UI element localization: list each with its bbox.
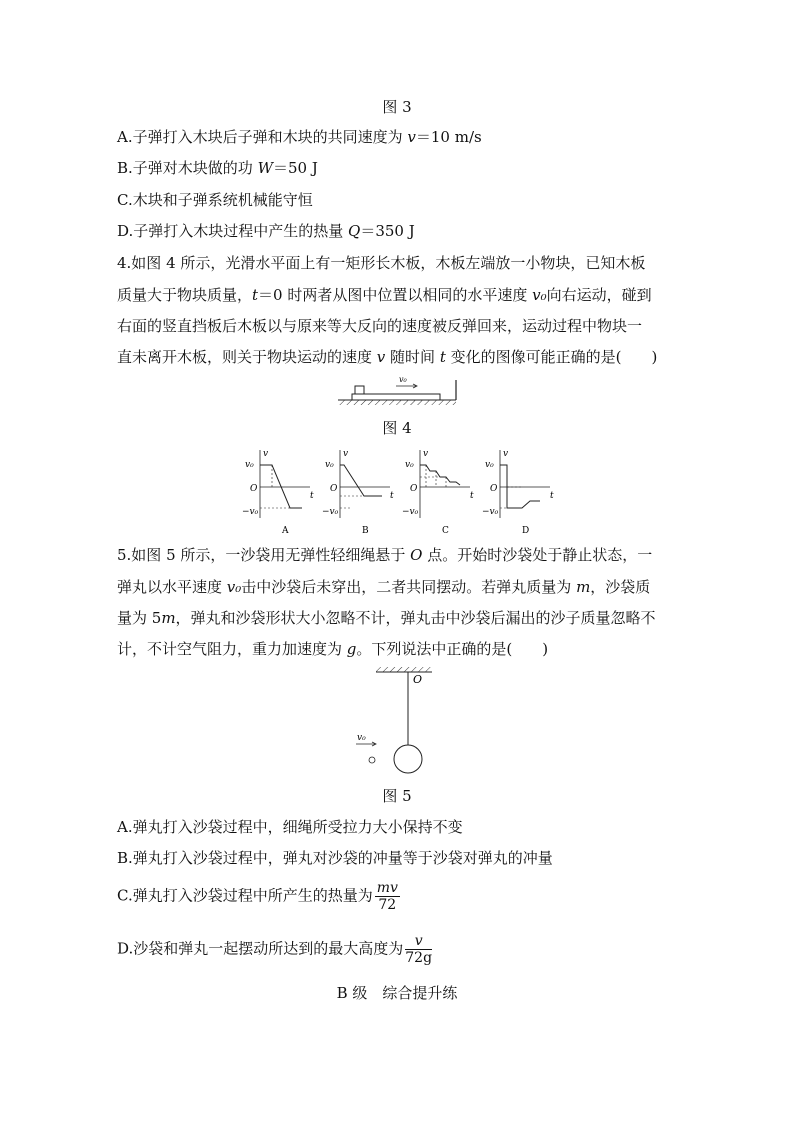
label-a: A: [282, 526, 289, 536]
text: 计，不计空气阻力，重力加速度为: [117, 640, 347, 658]
ground-hatch: [338, 400, 456, 405]
curve: [500, 465, 540, 508]
v0-tick: v₀: [485, 460, 494, 470]
text: 5.如图 5 所示，一沙袋用无弹性轻细绳悬于: [117, 546, 411, 564]
section-title: B 级 综合提升练: [336, 984, 458, 1002]
bullet: [369, 757, 375, 763]
option-text: A.子弹打入木块后子弹和木块的共同速度为: [117, 128, 408, 146]
value: ＝10 m/s: [415, 128, 482, 146]
q5-line-2: [117, 577, 650, 597]
text: 变化的图像可能正确的是( ): [445, 348, 658, 366]
graph-d: [482, 449, 554, 536]
v0-tick: v₀: [405, 460, 414, 470]
v0-label: v₀: [357, 733, 366, 743]
q5-option-b: B.弹丸打入沙袋过程中，弹丸对沙袋的冲量等于沙袋对弹丸的冲量: [117, 849, 553, 867]
option-text: C.弹丸打入沙袋过程中所产生的热量为: [117, 886, 373, 905]
numerator: v: [405, 933, 432, 950]
text: 弹丸以水平速度: [117, 578, 227, 596]
q5-line-3: [117, 608, 656, 628]
graph-b: [322, 449, 394, 536]
numerator: mv: [376, 880, 398, 896]
denominator: 72g: [405, 950, 433, 966]
q5-option-a: A.弹丸打入沙袋过程中，细绳所受拉力大小保持不变: [117, 818, 463, 836]
q5-line-1: [117, 545, 652, 565]
neg-v0-tick: −v₀: [482, 507, 499, 517]
text: ＝0 时两者从图中位置以相同的水平速度: [258, 286, 533, 304]
var-v0: v₀: [226, 578, 242, 596]
figure-4-caption: 图 4: [382, 419, 412, 437]
text: 质量大于物块质量，: [117, 286, 253, 304]
var-m: m: [576, 578, 591, 596]
q3-option-d: [117, 221, 415, 241]
var-m: m: [161, 609, 176, 627]
label-b: B: [362, 526, 369, 536]
sandbag: [394, 745, 422, 773]
origin-label: O: [410, 484, 418, 494]
label-c: C: [442, 526, 449, 536]
vt-graphs: [240, 446, 560, 538]
origin-label: O: [330, 484, 338, 494]
t-label: t: [470, 491, 474, 501]
fraction: [405, 933, 432, 966]
origin-label: O: [490, 484, 498, 494]
neg-v0-tick: −v₀: [242, 507, 259, 517]
q5-line-4: [117, 639, 548, 659]
pivot-o-label: O: [413, 673, 423, 686]
text: 向右运动，碰到: [546, 286, 652, 304]
small-block: [355, 386, 364, 394]
value: ＝350 J: [360, 222, 415, 240]
q4-line-1: 4.如图 4 所示，光滑水平面上有一矩形长木板，木板左端放一小物块，已知木板: [117, 254, 646, 272]
var-o: O: [410, 546, 423, 564]
text: 直未离开木板，则关于物块运动的速度: [117, 348, 377, 366]
var-v: v: [376, 348, 386, 366]
q4-line-2: [117, 285, 652, 305]
graph-c: [402, 449, 474, 536]
figure-3-caption: 图 3: [382, 98, 412, 116]
option-text: D.沙袋和弹丸一起摆动所达到的最大高度为: [117, 939, 404, 958]
figure-5-diagram: [340, 665, 460, 777]
var-t: t: [439, 348, 446, 366]
var-w: W: [257, 159, 273, 177]
var-v0: v₀: [532, 286, 547, 304]
value: ＝50 J: [272, 159, 318, 177]
figure-5-caption: 图 5: [382, 787, 412, 805]
board: [352, 394, 440, 400]
v-label: v: [503, 449, 509, 459]
neg-v0-tick: −v₀: [322, 507, 339, 517]
text: 点。开始时沙袋处于静止状态，一: [422, 546, 653, 564]
text: ，沙袋质: [590, 578, 651, 596]
var-g: g: [346, 640, 357, 658]
q3-option-c: C.木块和子弹系统机械能守恒: [117, 191, 313, 209]
label-d: D: [522, 526, 530, 536]
option-text: D.子弹打入木块过程中产生的热量: [117, 222, 349, 240]
curve: [340, 465, 382, 496]
text: 击中沙袋后未穿出，二者共同摆动。若弹丸质量为: [241, 578, 577, 596]
q5-option-d: [117, 933, 432, 966]
var-q: Q: [348, 222, 361, 240]
text: ，弹丸和沙袋形状大小忽略不计，弹丸击中沙袋后漏出的沙子质量忽略不: [175, 609, 656, 627]
v0-label: v₀: [399, 375, 407, 384]
var-v: v: [407, 128, 416, 146]
graph-a: [242, 449, 314, 536]
origin-label: O: [250, 484, 258, 494]
t-label: t: [390, 491, 394, 501]
ceiling-hatch: [376, 667, 432, 672]
neg-v0-tick: −v₀: [402, 507, 419, 517]
t-label: t: [310, 491, 314, 501]
figure-4-diagram: [330, 372, 470, 408]
q4-line-3: 右面的竖直挡板后木板以与原来等大反向的速度被反弹回来，运动过程中物块一: [117, 317, 643, 335]
curve: [260, 465, 302, 508]
q3-option-b: [117, 158, 318, 178]
var-t: t: [252, 286, 259, 304]
q4-line-4: [117, 347, 657, 367]
option-text: B.子弹对木块做的功: [117, 159, 258, 177]
text: 。下列说法中正确的是( ): [356, 640, 549, 658]
text: 随时间: [385, 348, 440, 366]
v0-tick: v₀: [325, 460, 334, 470]
text: 量为 5: [117, 609, 162, 627]
v-label: v: [263, 449, 269, 459]
v-label: v: [343, 449, 349, 459]
v0-tick: v₀: [245, 460, 254, 470]
denominator: 72: [378, 897, 397, 913]
v-label: v: [423, 449, 429, 459]
q3-option-a: [117, 127, 482, 147]
t-label: t: [550, 491, 554, 501]
fraction: [375, 880, 400, 913]
q5-option-c: [117, 880, 400, 913]
